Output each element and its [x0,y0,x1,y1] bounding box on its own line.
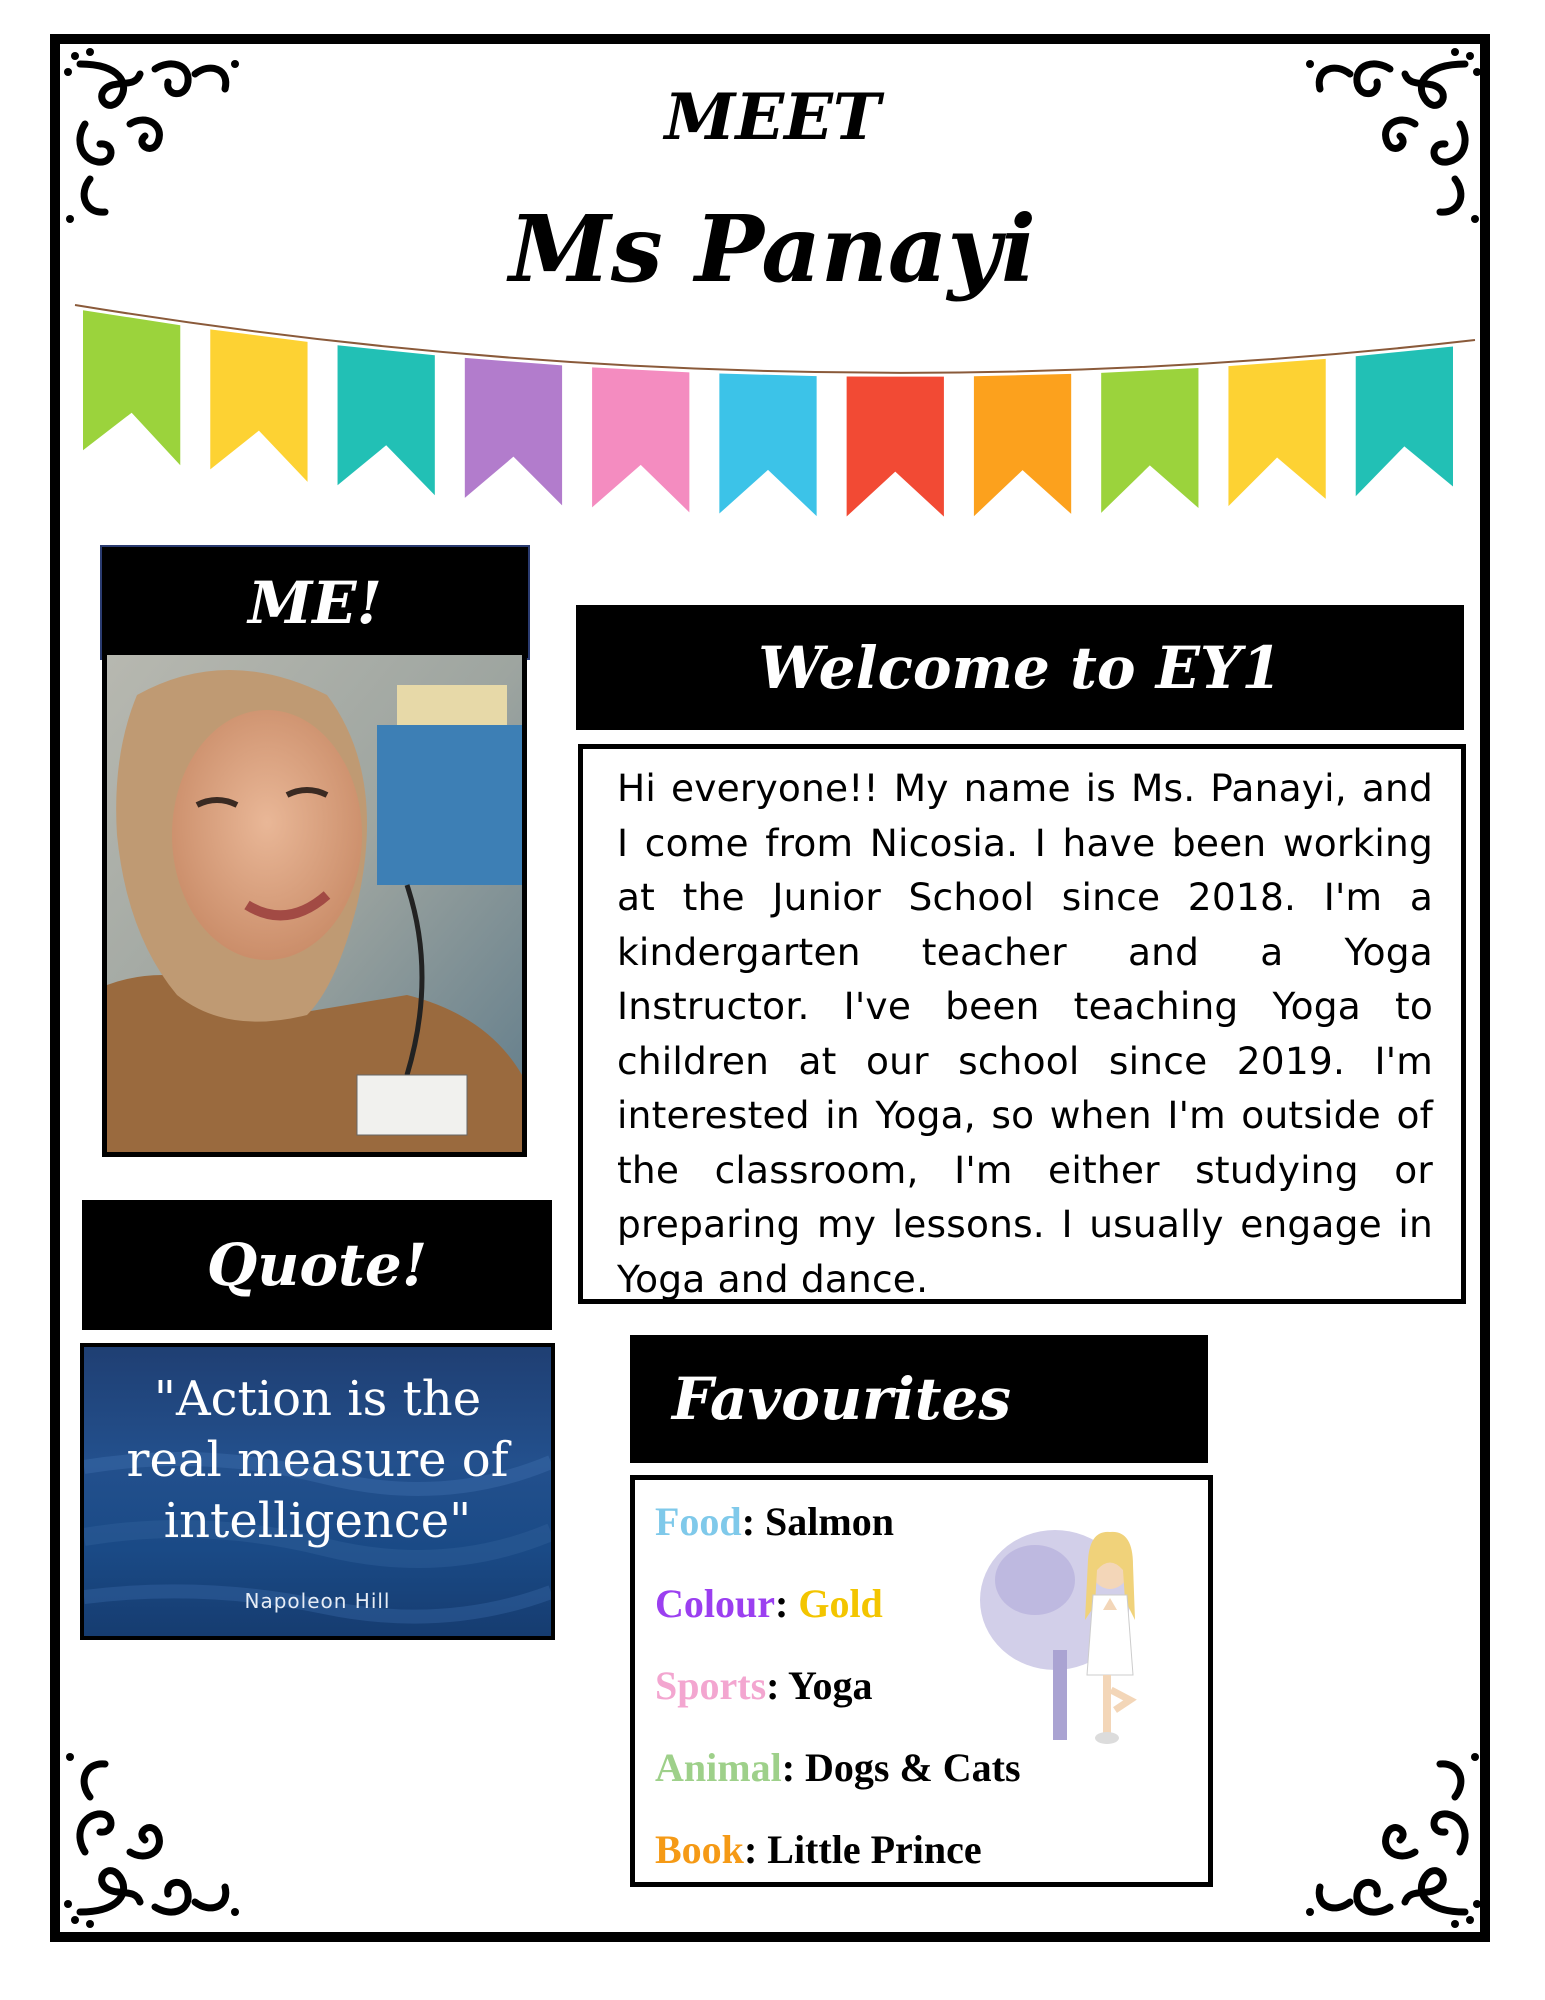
favourite-sports-value: Yoga [787,1663,873,1708]
welcome-header: Welcome to EY1 [576,605,1464,730]
title-meet: MEET [664,80,881,155]
favourite-food-value: Salmon [765,1499,894,1544]
favourites-box [630,1475,1213,1887]
quote-line-2: real measure of [126,1432,509,1488]
favourite-animal-label: Animal [655,1745,782,1790]
favourite-animal-value: Dogs & Cats [805,1745,1021,1790]
quote-author: Napoleon Hill [244,1589,391,1613]
favourites-header: Favourites [630,1335,1208,1463]
bunting-flag [1101,368,1198,513]
favourite-animal: Animal: Dogs & Cats [655,1745,1021,1790]
favourite-sports-label: Sports [655,1663,767,1708]
bottom-right-swirl-decoration [1295,1742,1485,1932]
bunting-flag [847,377,944,517]
quote-line-1: "Action is the [153,1371,482,1427]
bunting-flag [719,374,816,517]
favourite-food-label: Food [655,1499,742,1544]
bunting-flag [338,345,435,495]
bunting-flag [592,367,689,512]
favourite-colour-label: Colour [655,1581,775,1626]
bunting-flag [974,374,1071,516]
quote-text [84,1369,551,1552]
bunting-flag [465,358,562,505]
favourite-food: Food: Salmon [655,1499,894,1544]
favourite-book: Book: Little Prince [655,1827,982,1872]
bunting-flag [1228,359,1325,506]
yoga-avatar-illustration [975,1510,1175,1760]
welcome-text-box [578,744,1466,1304]
bunting-flag [210,329,307,481]
bunting-flag [83,310,180,465]
quote-line-3: intelligence" [163,1493,472,1549]
bunting-banner [70,300,1480,580]
quote-image [80,1343,555,1640]
me-header: ME! [100,545,530,660]
bunting-flag [1356,346,1453,496]
favourite-book-label: Book [655,1827,744,1872]
favourite-colour-value: Gold [798,1581,883,1626]
favourite-sports: Sports: Yoga [655,1663,873,1708]
welcome-text: Hi everyone!! My name is Ms. Panayi, and I come from Nicosia. I have been working at the Junior School since 2018. I'm a kindergarten teacher and a Yoga Instructor. I've been teaching Yoga to children at our school since 2019. I'm interested in Yoga, so when I'm outside of the classroom, I'm either studying or preparing my lessons. I usually engage in Yoga and dance. [617,766,1433,1301]
title-name: Ms Panayi [509,195,1036,303]
quote-header: Quote! [82,1200,552,1330]
teacher-photo [102,650,527,1157]
bottom-left-swirl-decoration [60,1742,250,1932]
favourite-colour: Colour: Gold [655,1581,883,1626]
favourite-book-value: Little Prince [767,1827,982,1872]
